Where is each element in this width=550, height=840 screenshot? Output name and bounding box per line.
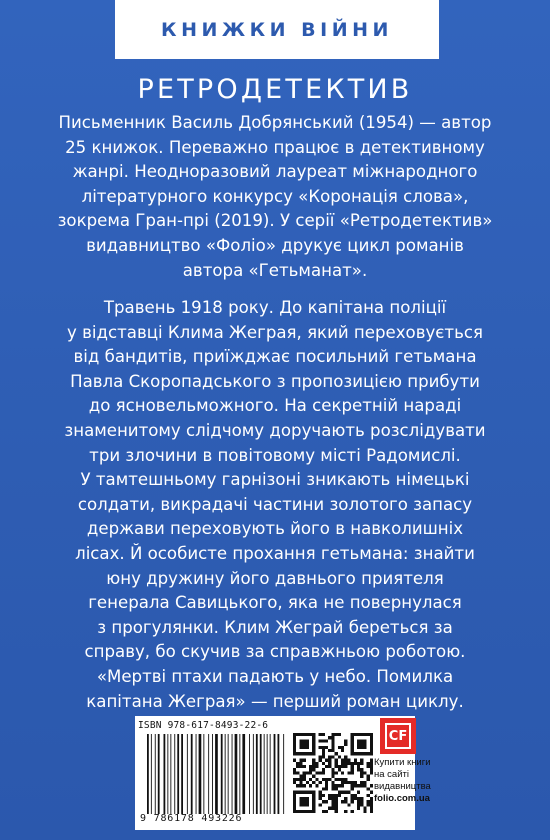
qr-module <box>331 775 334 778</box>
barcode-bar <box>253 734 254 814</box>
qr-module <box>341 749 344 752</box>
qr-module <box>322 746 325 749</box>
qr-module <box>325 746 328 749</box>
qr-module <box>315 778 318 781</box>
qr-module <box>293 778 296 781</box>
qr-module <box>338 765 341 768</box>
qr-module <box>328 765 331 768</box>
barcode-bar <box>221 734 223 814</box>
qr-module <box>319 794 322 797</box>
qr-module <box>335 752 338 755</box>
qr-module <box>363 781 366 784</box>
qr-module <box>370 765 373 768</box>
qr-module <box>347 762 350 765</box>
qr-module <box>360 759 363 762</box>
qr-module <box>322 787 325 790</box>
qr-module <box>331 746 334 749</box>
barcode-bar <box>215 734 218 814</box>
annotation-line: У тамтешньому гарнізоні зникають німецькі <box>80 470 470 490</box>
qr-module <box>351 765 354 768</box>
qr-module <box>357 807 360 810</box>
qr-module <box>341 765 344 768</box>
qr-module <box>341 791 344 794</box>
qr-module <box>367 803 370 806</box>
qr-code[interactable] <box>293 733 373 813</box>
qr-module <box>344 743 347 746</box>
qr-module <box>354 794 357 797</box>
barcode-bar <box>225 734 226 814</box>
qr-module <box>303 778 306 781</box>
qr-module <box>338 768 341 771</box>
qr-module <box>296 778 299 781</box>
qr-module <box>322 755 325 758</box>
series-banner <box>115 0 439 59</box>
qr-module <box>312 765 315 768</box>
qr-module <box>319 733 322 736</box>
qr-module <box>363 807 366 810</box>
qr-module <box>293 759 296 762</box>
qr-module <box>370 803 373 806</box>
qr-module <box>354 781 357 784</box>
qr-module <box>335 771 338 774</box>
publisher-logo-mark: CF <box>385 723 411 749</box>
qr-module <box>328 759 331 762</box>
qr-module <box>351 794 354 797</box>
barcode-bar <box>278 734 280 814</box>
qr-module <box>299 797 309 807</box>
qr-module <box>357 784 360 787</box>
qr-module <box>338 746 341 749</box>
qr-module <box>325 787 328 790</box>
qr-module <box>319 746 322 749</box>
qr-module <box>341 800 344 803</box>
qr-module <box>309 778 312 781</box>
barcode-bar <box>270 734 271 814</box>
qr-module <box>367 765 370 768</box>
qr-module <box>325 739 328 742</box>
barcode-bar <box>212 734 213 814</box>
qr-module <box>357 800 360 803</box>
barcode-bar <box>264 734 265 814</box>
barcode-bar <box>170 734 171 814</box>
qr-module <box>335 797 338 800</box>
barcode-bar <box>203 734 204 814</box>
qr-module <box>363 771 366 774</box>
qr-module <box>306 781 309 784</box>
annotation-line: держави переховують його в навколишніх <box>86 519 464 539</box>
qr-module <box>331 787 334 790</box>
qr-module <box>331 749 334 752</box>
qr-module <box>312 775 315 778</box>
qr-module <box>354 797 357 800</box>
barcode-bar <box>196 734 197 814</box>
qr-module <box>328 762 331 765</box>
qr-module <box>335 784 338 787</box>
annotation-line: до ясновельможного. На секретній нараді <box>88 396 462 416</box>
buy-line: на сайті <box>374 769 409 780</box>
bio-line: видавництво «Фоліо» друкує цикл романів <box>86 235 464 255</box>
qr-module <box>341 771 344 774</box>
qr-module <box>344 797 347 800</box>
qr-module <box>344 781 347 784</box>
isbn-label: ISBN 978-617-8493-22-6 <box>138 720 269 731</box>
buy-online-note <box>374 757 450 805</box>
qr-module <box>370 797 373 800</box>
qr-module <box>341 759 344 762</box>
qr-module <box>354 762 357 765</box>
qr-module <box>351 800 354 803</box>
qr-module <box>322 810 325 813</box>
qr-module <box>357 768 360 771</box>
barcode-bar <box>181 734 183 814</box>
bio-line: Письменник Василь Добрянський (1954) — автор <box>58 113 492 132</box>
qr-module <box>325 781 328 784</box>
qr-module <box>312 762 315 765</box>
series-title: КНИЖКИ ВІЙНИ <box>161 18 393 41</box>
qr-module <box>296 771 299 774</box>
qr-module <box>322 739 325 742</box>
qr-module <box>296 765 299 768</box>
barcode-bar <box>235 734 238 814</box>
qr-module <box>315 771 318 774</box>
qr-module <box>351 787 354 790</box>
qr-module <box>357 797 360 800</box>
qr-module <box>338 755 341 758</box>
qr-module <box>325 778 328 781</box>
qr-module <box>299 765 302 768</box>
qr-module <box>299 784 302 787</box>
qr-module <box>296 784 299 787</box>
barcode-bar <box>147 734 149 814</box>
qr-module <box>331 736 334 739</box>
qr-module <box>328 778 331 781</box>
qr-module <box>293 781 296 784</box>
qr-module <box>325 759 328 762</box>
qr-module <box>341 746 344 749</box>
qr-module <box>360 771 363 774</box>
qr-module <box>328 797 331 800</box>
qr-module <box>328 736 331 739</box>
qr-module <box>344 762 347 765</box>
author-bio <box>30 111 520 283</box>
qr-module <box>351 784 354 787</box>
qr-module <box>303 775 306 778</box>
qr-module <box>347 803 350 806</box>
qr-module <box>370 800 373 803</box>
qr-module <box>328 755 331 758</box>
qr-module <box>335 803 338 806</box>
qr-module <box>360 784 363 787</box>
qr-module <box>296 762 299 765</box>
qr-module <box>357 739 367 749</box>
qr-module <box>325 765 328 768</box>
qr-module <box>354 784 357 787</box>
subseries-title: РЕТРОДЕТЕКТИВ <box>137 74 413 105</box>
qr-module <box>335 778 338 781</box>
qr-module <box>341 784 344 787</box>
qr-module <box>335 733 338 736</box>
qr-module <box>299 775 302 778</box>
qr-module <box>315 765 318 768</box>
qr-module <box>341 781 344 784</box>
qr-module <box>347 759 350 762</box>
qr-module <box>331 755 334 758</box>
annotation-line: справу, бо скучив за справжньою роботою. <box>84 642 466 662</box>
qr-module <box>309 771 312 774</box>
annotation-line: Травень 1918 року. До капітана поліції <box>103 298 447 317</box>
barcode-bar <box>177 734 179 814</box>
qr-module <box>312 768 315 771</box>
qr-module <box>341 762 344 765</box>
qr-module <box>299 781 302 784</box>
barcode-bar <box>228 734 229 814</box>
annotation-line: з прогулянки. Клим Жеграй береться за <box>97 617 453 637</box>
qr-module <box>299 762 302 765</box>
qr-module <box>319 739 322 742</box>
qr-module <box>338 784 341 787</box>
qr-module <box>347 781 350 784</box>
qr-module <box>303 784 306 787</box>
annotation-line: генерала Савицького, яка не повернулася <box>88 593 462 613</box>
barcode-bar <box>249 734 250 814</box>
barcode-bar <box>208 734 209 814</box>
qr-module <box>299 759 302 762</box>
qr-module <box>367 778 370 781</box>
qr-module <box>312 759 315 762</box>
qr-module <box>354 759 357 762</box>
qr-module <box>344 765 347 768</box>
qr-module <box>309 768 312 771</box>
qr-module <box>319 803 322 806</box>
annotation-line: від бандитів, приїжджає посильний гетьмана <box>73 347 477 367</box>
qr-module <box>363 810 366 813</box>
barcode-bar <box>260 734 262 814</box>
qr-module <box>322 778 325 781</box>
qr-module <box>303 765 306 768</box>
qr-module <box>351 781 354 784</box>
barcode-bar <box>283 734 284 814</box>
qr-module <box>309 784 312 787</box>
qr-module <box>335 807 338 810</box>
qr-module <box>367 775 370 778</box>
qr-module <box>331 800 334 803</box>
qr-module <box>344 759 347 762</box>
qr-module <box>293 771 296 774</box>
qr-module <box>360 775 363 778</box>
annotation-line: знаменитому слідчому доручають розслідувати <box>64 420 486 440</box>
qr-module <box>367 794 370 797</box>
annotation-line: у відставці Клима Жеграя, який переховується <box>67 322 483 342</box>
barcode-bar <box>274 734 276 814</box>
buy-line: видавництва <box>374 781 431 792</box>
annotation-line: лісах. Й особисте прохання гетьмана: знайти <box>75 543 475 563</box>
qr-module <box>360 768 363 771</box>
qr-module <box>370 784 373 787</box>
barcode-bar <box>199 734 202 814</box>
qr-module <box>335 765 338 768</box>
bio-line: 25 книжок. Переважно працює в детективному <box>65 137 485 157</box>
qr-module <box>370 762 373 765</box>
qr-module <box>303 759 306 762</box>
qr-module <box>322 771 325 774</box>
qr-module <box>331 743 334 746</box>
barcode-bar <box>191 734 193 814</box>
qr-module <box>357 791 360 794</box>
qr-module <box>319 791 322 794</box>
qr-module <box>341 778 344 781</box>
qr-module <box>322 800 325 803</box>
qr-module <box>293 768 296 771</box>
qr-module <box>331 807 334 810</box>
qr-module <box>367 800 370 803</box>
qr-module <box>360 762 363 765</box>
qr-module <box>315 762 318 765</box>
publisher-website-link[interactable]: folio.com.ua <box>374 793 430 804</box>
qr-module <box>370 810 373 813</box>
barcode-bar <box>164 734 166 814</box>
qr-module <box>370 768 373 771</box>
qr-module <box>303 771 306 774</box>
qr-module <box>315 784 318 787</box>
qr-module <box>325 810 328 813</box>
qr-module <box>338 794 341 797</box>
qr-module <box>357 803 360 806</box>
qr-module <box>338 778 341 781</box>
qr-module <box>335 787 338 790</box>
qr-module <box>370 807 373 810</box>
qr-module <box>351 762 354 765</box>
barcode-bar <box>158 734 160 814</box>
qr-module <box>331 781 334 784</box>
qr-module <box>328 749 331 752</box>
qr-module <box>344 791 347 794</box>
qr-module <box>351 768 354 771</box>
qr-module <box>312 781 315 784</box>
qr-module <box>363 784 366 787</box>
qr-module <box>319 797 322 800</box>
qr-module <box>357 762 360 765</box>
book-annotation <box>30 296 520 714</box>
qr-module <box>319 771 322 774</box>
qr-module <box>347 771 350 774</box>
qr-module <box>331 794 334 797</box>
qr-module <box>351 771 354 774</box>
annotation-line: Павла Скоропадського з пропозицією прибути <box>70 371 480 391</box>
qr-module <box>344 778 347 781</box>
qr-module <box>328 794 331 797</box>
barcode-bar <box>232 734 233 814</box>
qr-module <box>322 749 325 752</box>
buy-line: Купити книги <box>374 757 431 768</box>
qr-module <box>338 791 341 794</box>
barcode-bar <box>167 734 168 814</box>
barcode-bar <box>174 734 175 814</box>
qr-module <box>299 739 309 749</box>
qr-module <box>351 797 354 800</box>
annotation-line: юну дружину його давнього приятеля <box>106 568 444 588</box>
qr-module <box>370 759 373 762</box>
qr-module <box>347 791 350 794</box>
qr-module <box>335 800 338 803</box>
qr-module <box>322 794 325 797</box>
qr-module <box>338 733 341 736</box>
qr-module <box>335 810 338 813</box>
publisher-logo <box>380 718 416 754</box>
bio-line: літературного конкурсу «Коронація слова», <box>81 186 469 206</box>
qr-module <box>331 739 334 742</box>
qr-module <box>319 781 322 784</box>
qr-module <box>299 778 302 781</box>
qr-module <box>344 810 347 813</box>
qr-module <box>360 803 363 806</box>
qr-module <box>351 810 354 813</box>
qr-module <box>335 794 338 797</box>
qr-module <box>322 733 325 736</box>
qr-module <box>322 762 325 765</box>
qr-module <box>367 762 370 765</box>
qr-module <box>360 797 363 800</box>
barcode-bar <box>242 734 245 814</box>
qr-module <box>367 787 370 790</box>
qr-module <box>331 733 334 736</box>
qr-module <box>331 784 334 787</box>
qr-module <box>306 771 309 774</box>
qr-module <box>309 765 312 768</box>
qr-module <box>335 759 338 762</box>
qr-module <box>328 807 331 810</box>
qr-module <box>335 762 338 765</box>
qr-module <box>325 784 328 787</box>
qr-module <box>325 800 328 803</box>
bio-line: жанрі. Неодноразовий лауреат міжнародного <box>72 162 478 182</box>
qr-module <box>322 752 325 755</box>
barcode-bar <box>155 734 156 814</box>
barcode-bar <box>239 734 240 814</box>
bio-line: зокрема Гран-прі (2019). У серії «Ретродетектив» <box>57 211 493 231</box>
qr-module <box>331 803 334 806</box>
qr-module <box>319 759 322 762</box>
qr-module <box>344 739 347 742</box>
qr-module <box>322 768 325 771</box>
annotation-line: солдати, викрадачі частини золотого запасу <box>77 494 473 514</box>
qr-module <box>360 781 363 784</box>
qr-module <box>344 800 347 803</box>
qr-module <box>319 755 322 758</box>
qr-module <box>344 755 347 758</box>
qr-module <box>357 765 360 768</box>
qr-module <box>331 797 334 800</box>
barcode <box>145 734 288 814</box>
barcode-bar <box>151 734 152 814</box>
annotation-line: три злочини в повітовому місті Радомислі. <box>89 445 461 465</box>
qr-module <box>370 791 373 794</box>
qr-module <box>370 771 373 774</box>
barcode-bar <box>256 734 258 814</box>
annotation-line: «Мертві птахи падають у небо. Помилка <box>96 666 454 686</box>
qr-module <box>331 768 334 771</box>
barcode-digits: 9 786178 493226 <box>140 813 243 824</box>
barcode-bar <box>187 734 188 814</box>
annotation-line: капітана Жеграя» — перший роман циклу. <box>86 691 464 711</box>
bio-line: автора «Гетьманат». <box>182 260 368 280</box>
qr-module <box>360 800 363 803</box>
barcode-bar <box>267 734 268 814</box>
qr-module <box>331 771 334 774</box>
